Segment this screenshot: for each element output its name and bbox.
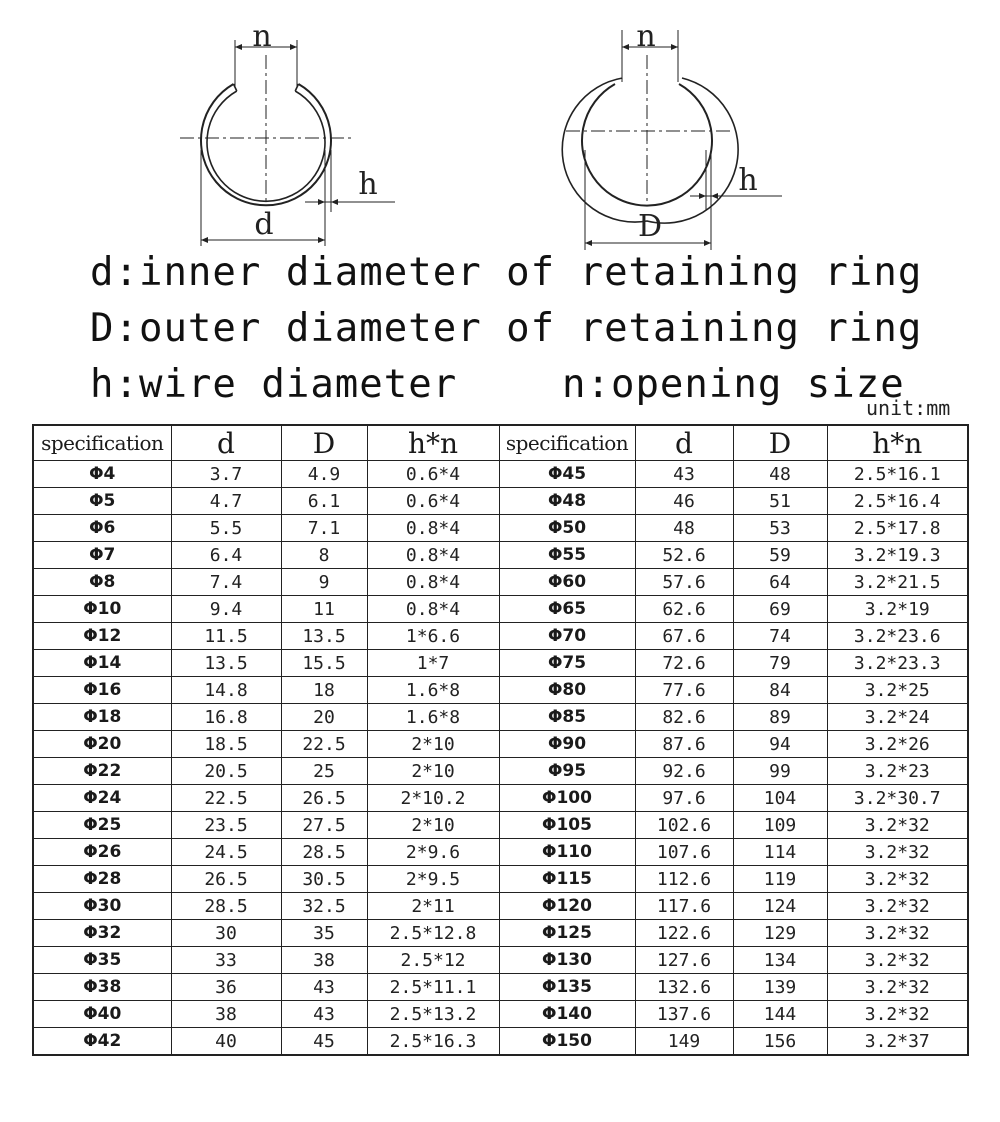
table-row: [33, 947, 968, 974]
cell-h-n: 0.6*4: [367, 461, 499, 488]
cell-D: 18: [281, 677, 367, 704]
cell-h-n: 2*10: [367, 812, 499, 839]
table-row: [33, 758, 968, 785]
cell-D: 8: [281, 542, 367, 569]
table-row: [33, 893, 968, 920]
table-row: [33, 812, 968, 839]
cell-D: 32.5: [281, 893, 367, 920]
cell-h-n: 3.2*32: [827, 839, 968, 866]
cell-D: 74: [733, 623, 827, 650]
cell-d: 6.4: [171, 542, 281, 569]
cell-spec: Φ48: [499, 488, 635, 515]
cell-D: 43: [281, 1001, 367, 1028]
cell-h-n: 3.2*32: [827, 947, 968, 974]
cell-h-n: 3.2*26: [827, 731, 968, 758]
cell-d: 5.5: [171, 515, 281, 542]
cell-d: 102.6: [635, 812, 733, 839]
legend-wire-diameter: h:wire diameter: [90, 362, 458, 407]
cell-spec: Φ50: [499, 515, 635, 542]
cell-h-n: 2.5*12: [367, 947, 499, 974]
cell-spec: Φ95: [499, 758, 635, 785]
cell-spec: Φ110: [499, 839, 635, 866]
cell-h-n: 2.5*11.1: [367, 974, 499, 1001]
cell-d: 9.4: [171, 596, 281, 623]
cell-D: 26.5: [281, 785, 367, 812]
cell-d: 24.5: [171, 839, 281, 866]
cell-spec: Φ115: [499, 866, 635, 893]
table-row: [33, 974, 968, 1001]
cell-h-n: 3.2*21.5: [827, 569, 968, 596]
cell-h-n: 2*11: [367, 893, 499, 920]
cell-D: 69: [733, 596, 827, 623]
cell-h-n: 2.5*13.2: [367, 1001, 499, 1028]
cell-d: 36: [171, 974, 281, 1001]
table-row: [33, 461, 968, 488]
cell-h-n: 3.2*37: [827, 1028, 968, 1056]
cell-D: 38: [281, 947, 367, 974]
cell-d: 52.6: [635, 542, 733, 569]
cell-h-n: 2*10.2: [367, 785, 499, 812]
cell-d: 46: [635, 488, 733, 515]
header-D: D: [733, 425, 827, 461]
cell-h-n: 1.6*8: [367, 704, 499, 731]
cell-h-n: 0.8*4: [367, 542, 499, 569]
cell-spec: Φ35: [33, 947, 171, 974]
cell-h-n: 2*9.5: [367, 866, 499, 893]
table-row: [33, 542, 968, 569]
cell-D: 119: [733, 866, 827, 893]
cell-d: 72.6: [635, 650, 733, 677]
cell-D: 124: [733, 893, 827, 920]
cell-d: 40: [171, 1028, 281, 1056]
cell-h-n: 3.2*32: [827, 920, 968, 947]
header-specification: specification: [33, 425, 171, 461]
cell-D: 109: [733, 812, 827, 839]
cell-d: 82.6: [635, 704, 733, 731]
cell-d: 4.7: [171, 488, 281, 515]
cell-d: 77.6: [635, 677, 733, 704]
cell-spec: Φ26: [33, 839, 171, 866]
legend-opening-size: n:opening size: [562, 362, 905, 407]
cell-d: 149: [635, 1028, 733, 1056]
cell-d: 30: [171, 920, 281, 947]
cell-spec: Φ38: [33, 974, 171, 1001]
cell-spec: Φ20: [33, 731, 171, 758]
cell-spec: Φ90: [499, 731, 635, 758]
cell-spec: Φ140: [499, 1001, 635, 1028]
cell-D: 48: [733, 461, 827, 488]
cell-D: 4.9: [281, 461, 367, 488]
cell-D: 84: [733, 677, 827, 704]
cell-h-n: 1*6.6: [367, 623, 499, 650]
cell-d: 107.6: [635, 839, 733, 866]
cell-h-n: 3.2*32: [827, 893, 968, 920]
cell-D: 144: [733, 1001, 827, 1028]
cell-spec: Φ135: [499, 974, 635, 1001]
cell-D: 6.1: [281, 488, 367, 515]
cell-D: 59: [733, 542, 827, 569]
right-ring-drawing: [562, 30, 782, 250]
cell-spec: Φ25: [33, 812, 171, 839]
cell-spec: Φ7: [33, 542, 171, 569]
table-row: [33, 569, 968, 596]
cell-spec: Φ22: [33, 758, 171, 785]
cell-D: 7.1: [281, 515, 367, 542]
header-d: d: [171, 425, 281, 461]
retaining-ring-diagram: [0, 0, 1000, 250]
cell-D: 22.5: [281, 731, 367, 758]
cell-spec: Φ40: [33, 1001, 171, 1028]
cell-spec: Φ80: [499, 677, 635, 704]
cell-d: 14.8: [171, 677, 281, 704]
cell-D: 9: [281, 569, 367, 596]
cell-spec: Φ30: [33, 893, 171, 920]
right-n-label: n: [636, 19, 656, 54]
cell-d: 48: [635, 515, 733, 542]
table-row: [33, 785, 968, 812]
cell-spec: Φ70: [499, 623, 635, 650]
cell-D: 11: [281, 596, 367, 623]
cell-d: 33: [171, 947, 281, 974]
cell-d: 87.6: [635, 731, 733, 758]
table-row: [33, 488, 968, 515]
cell-spec: Φ16: [33, 677, 171, 704]
cell-D: 30.5: [281, 866, 367, 893]
cell-spec: Φ105: [499, 812, 635, 839]
cell-h-n: 0.8*4: [367, 515, 499, 542]
cell-spec: Φ75: [499, 650, 635, 677]
cell-h-n: 3.2*19: [827, 596, 968, 623]
cell-spec: Φ85: [499, 704, 635, 731]
table-header-row: [33, 425, 968, 461]
cell-D: 43: [281, 974, 367, 1001]
cell-d: 11.5: [171, 623, 281, 650]
cell-D: 89: [733, 704, 827, 731]
table-row: [33, 839, 968, 866]
cell-d: 127.6: [635, 947, 733, 974]
unit-label: unit:mm: [866, 396, 951, 420]
cell-spec: Φ4: [33, 461, 171, 488]
cell-spec: Φ100: [499, 785, 635, 812]
legend-outer-diameter: D:outer diameter of retaining ring: [90, 306, 923, 351]
cell-h-n: 3.2*23: [827, 758, 968, 785]
left-d-label: d: [254, 207, 274, 242]
cell-D: 28.5: [281, 839, 367, 866]
cell-h-n: 3.2*24: [827, 704, 968, 731]
cell-D: 156: [733, 1028, 827, 1056]
header-D: D: [281, 425, 367, 461]
right-D-label: D: [637, 209, 663, 244]
cell-D: 20: [281, 704, 367, 731]
cell-h-n: 2*9.6: [367, 839, 499, 866]
cell-d: 137.6: [635, 1001, 733, 1028]
cell-d: 112.6: [635, 866, 733, 893]
cell-spec: Φ65: [499, 596, 635, 623]
cell-h-n: 1.6*8: [367, 677, 499, 704]
cell-spec: Φ14: [33, 650, 171, 677]
cell-h-n: 1*7: [367, 650, 499, 677]
cell-h-n: 3.2*32: [827, 1001, 968, 1028]
cell-h-n: 3.2*19.3: [827, 542, 968, 569]
cell-d: 38: [171, 1001, 281, 1028]
right-h-label: h: [738, 163, 758, 198]
table-row: [33, 866, 968, 893]
cell-d: 117.6: [635, 893, 733, 920]
cell-h-n: 2*10: [367, 731, 499, 758]
table-row: [33, 1028, 968, 1056]
cell-spec: Φ28: [33, 866, 171, 893]
cell-D: 45: [281, 1028, 367, 1056]
cell-d: 97.6: [635, 785, 733, 812]
cell-h-n: 3.2*32: [827, 866, 968, 893]
table-row: [33, 515, 968, 542]
left-ring-drawing: [180, 40, 395, 246]
cell-D: 64: [733, 569, 827, 596]
cell-d: 13.5: [171, 650, 281, 677]
cell-D: 51: [733, 488, 827, 515]
cell-spec: Φ45: [499, 461, 635, 488]
cell-h-n: 2.5*16.1: [827, 461, 968, 488]
cell-d: 20.5: [171, 758, 281, 785]
cell-d: 16.8: [171, 704, 281, 731]
header-h-n: h*n: [827, 425, 968, 461]
cell-D: 27.5: [281, 812, 367, 839]
cell-D: 139: [733, 974, 827, 1001]
cell-D: 99: [733, 758, 827, 785]
left-h-label: h: [358, 167, 378, 202]
cell-spec: Φ32: [33, 920, 171, 947]
cell-d: 57.6: [635, 569, 733, 596]
cell-h-n: 2.5*17.8: [827, 515, 968, 542]
cell-d: 3.7: [171, 461, 281, 488]
header-specification: specification: [499, 425, 635, 461]
cell-spec: Φ125: [499, 920, 635, 947]
cell-d: 122.6: [635, 920, 733, 947]
table-row: [33, 623, 968, 650]
cell-h-n: 0.6*4: [367, 488, 499, 515]
cell-spec: Φ18: [33, 704, 171, 731]
spec-table: [32, 424, 969, 1056]
cell-d: 22.5: [171, 785, 281, 812]
left-n-label: n: [252, 19, 272, 54]
cell-h-n: 2*10: [367, 758, 499, 785]
cell-D: 13.5: [281, 623, 367, 650]
cell-d: 92.6: [635, 758, 733, 785]
legend-inner-diameter: d:inner diameter of retaining ring: [90, 250, 923, 295]
table-row: [33, 731, 968, 758]
cell-D: 134: [733, 947, 827, 974]
table-row: [33, 650, 968, 677]
cell-D: 94: [733, 731, 827, 758]
table-row: [33, 920, 968, 947]
table-body: [33, 461, 968, 1056]
table-row: [33, 1001, 968, 1028]
table-row: [33, 677, 968, 704]
cell-h-n: 0.8*4: [367, 596, 499, 623]
cell-spec: Φ24: [33, 785, 171, 812]
cell-D: 25: [281, 758, 367, 785]
cell-h-n: 3.2*25: [827, 677, 968, 704]
header-d: d: [635, 425, 733, 461]
cell-D: 114: [733, 839, 827, 866]
cell-spec: Φ6: [33, 515, 171, 542]
cell-spec: Φ8: [33, 569, 171, 596]
cell-spec: Φ10: [33, 596, 171, 623]
cell-D: 79: [733, 650, 827, 677]
cell-d: 28.5: [171, 893, 281, 920]
cell-d: 132.6: [635, 974, 733, 1001]
cell-spec: Φ150: [499, 1028, 635, 1056]
cell-spec: Φ42: [33, 1028, 171, 1056]
cell-h-n: 3.2*23.6: [827, 623, 968, 650]
cell-h-n: 0.8*4: [367, 569, 499, 596]
cell-D: 15.5: [281, 650, 367, 677]
cell-spec: Φ12: [33, 623, 171, 650]
cell-spec: Φ60: [499, 569, 635, 596]
cell-spec: Φ130: [499, 947, 635, 974]
cell-d: 18.5: [171, 731, 281, 758]
cell-d: 67.6: [635, 623, 733, 650]
cell-h-n: 3.2*23.3: [827, 650, 968, 677]
cell-spec: Φ120: [499, 893, 635, 920]
cell-h-n: 3.2*32: [827, 974, 968, 1001]
cell-h-n: 2.5*12.8: [367, 920, 499, 947]
cell-D: 35: [281, 920, 367, 947]
cell-spec: Φ55: [499, 542, 635, 569]
cell-d: 43: [635, 461, 733, 488]
cell-d: 62.6: [635, 596, 733, 623]
cell-d: 26.5: [171, 866, 281, 893]
cell-D: 129: [733, 920, 827, 947]
table-row: [33, 704, 968, 731]
cell-h-n: 3.2*32: [827, 812, 968, 839]
cell-d: 23.5: [171, 812, 281, 839]
cell-h-n: 3.2*30.7: [827, 785, 968, 812]
cell-D: 53: [733, 515, 827, 542]
cell-d: 7.4: [171, 569, 281, 596]
cell-D: 104: [733, 785, 827, 812]
cell-spec: Φ5: [33, 488, 171, 515]
table-row: [33, 596, 968, 623]
cell-h-n: 2.5*16.4: [827, 488, 968, 515]
cell-h-n: 2.5*16.3: [367, 1028, 499, 1056]
header-h-n: h*n: [367, 425, 499, 461]
